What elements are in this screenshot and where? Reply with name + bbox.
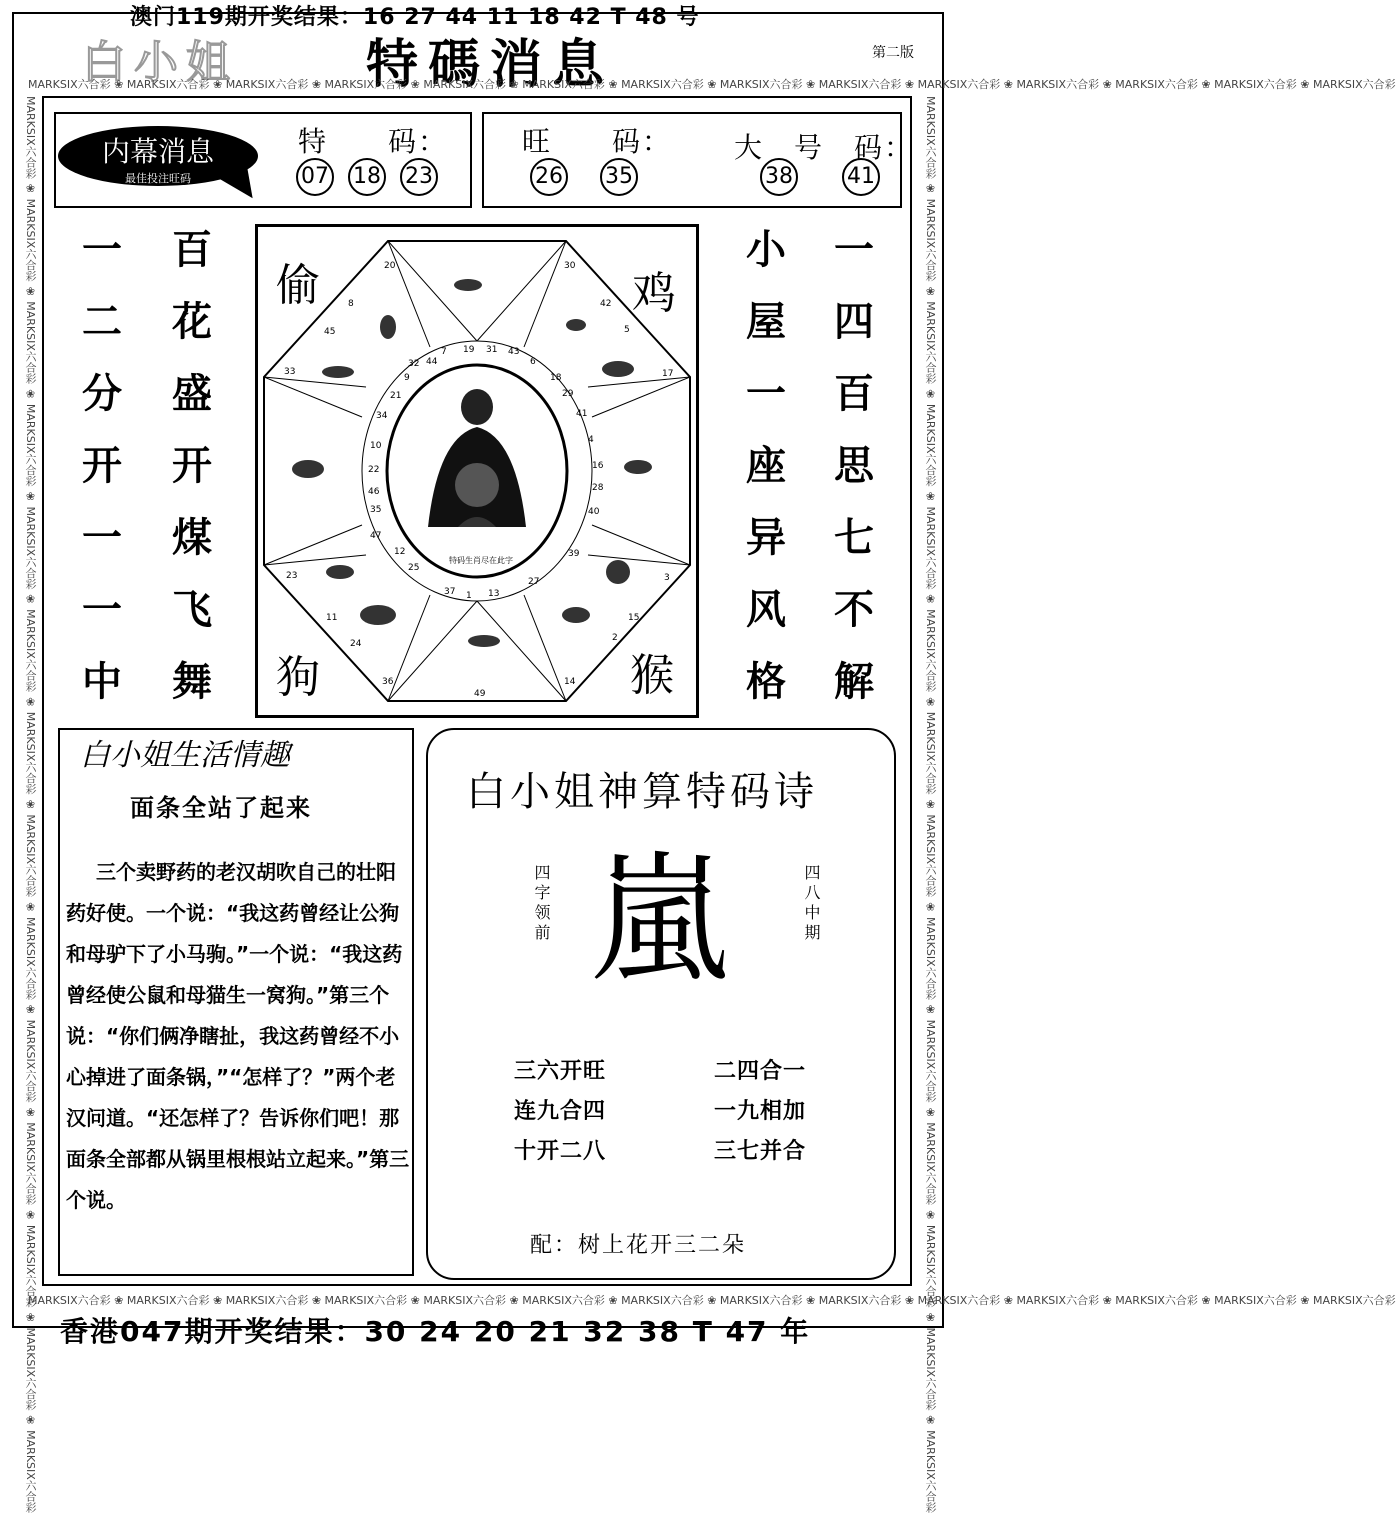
ring-number: 35 [370, 505, 382, 515]
sector-number: 30 [564, 261, 576, 271]
sector-number: 5 [624, 325, 630, 335]
poem-left-lines [514, 1052, 606, 1172]
ring-number: 6 [530, 357, 536, 367]
ring-number: 47 [370, 531, 382, 541]
zodiac-wheel [255, 224, 699, 718]
strip-text: MARKSIX六合彩 ❀ MARKSIX六合彩 ❀ MARKSIX六合彩 ❀ MARKSIX六合彩 ❀ MARKSIX六合彩 ❀ MARKSIX六合彩 ❀ MARKSIX六合彩 ❀ MARKSIX六合彩 ❀ MARKSIX六合彩 ❀ MARKSIX六合彩 ❀ MARKSIX六合彩 ❀ MARKSIX六合彩 ❀ MARKSIX六合彩 ❀ MARKSIX六合彩 [24, 96, 37, 1513]
verse-char: 开 [172, 443, 212, 489]
ring-number: 12 [394, 547, 406, 557]
ring-number: 21 [390, 391, 402, 401]
special-number-ball: 07 [296, 158, 334, 196]
sage-figure-icon [428, 389, 526, 527]
ring-number: 29 [562, 389, 574, 399]
sector-number: 14 [564, 677, 576, 687]
poem-line: 二四合一 [714, 1059, 807, 1084]
ring-number: 41 [576, 409, 588, 419]
verse-char: 分 [82, 371, 122, 417]
ring-number: 10 [370, 441, 382, 451]
ring-number: 32 [408, 359, 420, 369]
verse-char: 七 [834, 515, 874, 561]
big-number-label: 大 号 码： [734, 131, 915, 164]
sector-number: 45 [324, 327, 336, 337]
ring-number: 19 [463, 345, 475, 355]
sector-number: 33 [284, 367, 296, 377]
verse-char: 百 [834, 371, 874, 417]
strip-text: MARKSIX六合彩 ❀ MARKSIX六合彩 ❀ MARKSIX六合彩 ❀ MARKSIX六合彩 ❀ MARKSIX六合彩 ❀ MARKSIX六合彩 ❀ MARKSIX六合彩 ❀ MARKSIX六合彩 ❀ MARKSIX六合彩 ❀ MARKSIX六合彩 ❀ MARKSIX六合彩 ❀ MARKSIX六合彩 ❀ MARKSIX六合彩 ❀ MARKSIX六合彩 [924, 96, 937, 1513]
bubble-tail [207, 165, 252, 205]
page-title: 特碼消息 [365, 34, 614, 95]
verse-char: 小 [746, 227, 786, 273]
left-verse-column-1 [72, 214, 132, 718]
poem-line: 十开二八 [514, 1139, 607, 1164]
poem-line: 连九合四 [514, 1099, 607, 1124]
wang-number-ball: 35 [600, 158, 638, 196]
ring-number: 22 [368, 465, 380, 475]
verse-char: 格 [746, 659, 786, 705]
sector-number: 15 [628, 613, 640, 623]
verse-char: 二 [82, 299, 122, 345]
big-number-ball: 41 [842, 158, 880, 196]
sector-number: 17 [662, 369, 674, 379]
sector-number: 8 [348, 299, 354, 309]
poem-line: 三六开旺 [514, 1059, 607, 1084]
verse-char: 一 [82, 515, 122, 561]
ring-number: 43 [508, 347, 520, 357]
poem-right-note: 四八中期 [802, 864, 821, 944]
verse-char: 中 [82, 659, 122, 705]
poem-right-lines [714, 1052, 806, 1172]
special-label: 特 码： [298, 125, 449, 158]
big-number-ball: 38 [760, 158, 798, 196]
poem-heading: 白小姐神算特码诗 [466, 769, 818, 815]
poem-line: 三七并合 [714, 1139, 807, 1164]
verse-char: 思 [834, 443, 874, 489]
verse-char: 四 [834, 299, 874, 345]
left-brand-strip [18, 96, 38, 1513]
right-brand-strip [918, 96, 938, 1513]
life-heading: 白小姐生活情趣 [80, 738, 290, 773]
verse-char: 开 [82, 443, 122, 489]
verse-char: 不 [834, 587, 874, 633]
top-brand-strip [28, 76, 1396, 92]
ring-number: 7 [441, 347, 447, 357]
ring-number: 16 [592, 461, 604, 471]
ring-number: 37 [444, 587, 456, 597]
ring-number: 39 [568, 549, 580, 559]
corner-char-bottom-left: 狗 [276, 652, 320, 703]
sector-number: 23 [286, 571, 298, 581]
corner-char-top-right: 鸡 [632, 268, 676, 319]
brand-logo: 白小姐 [82, 37, 238, 88]
ring-number: 28 [592, 483, 604, 493]
left-verse-column-2 [162, 214, 222, 718]
sector-number: 3 [664, 573, 670, 583]
ring-number: 13 [488, 589, 500, 599]
story-paragraph: 三个卖野药的老汉胡吹自己的壮阳药好使。一个说：“我这药曾经让公狗和母驴下了小马驹。”一个说：“我这药曾经使公鼠和母猫生一窝狗。”第三个说：“你们俩净瞎扯，我这药曾经不小心掉进了面条锅，”“怎样了？”两个老汉问道。“还怎样了？告诉你们吧！那面条全部都从锅里根根站立起来。”第三个说。 [66, 860, 410, 1212]
verse-char: 座 [746, 443, 786, 489]
ring-number: 34 [376, 411, 388, 421]
edition-label: 第二版 [872, 45, 914, 61]
poem-big-char: 嵐 [590, 839, 731, 1002]
macau-result-line: 澳门119期开奖结果：16 27 44 11 18 42 T 48 号 [130, 5, 700, 30]
sector-number: 24 [350, 639, 362, 649]
ring-number: 40 [588, 507, 600, 517]
wang-label: 旺 码： [522, 125, 673, 158]
wheel-caption: 特码生肖尽在此字 [449, 556, 513, 565]
verse-char: 花 [172, 299, 212, 345]
verse-char: 异 [746, 515, 786, 561]
verse-char: 飞 [172, 587, 212, 633]
ring-number: 44 [426, 357, 438, 367]
bottom-brand-strip [28, 1292, 1396, 1308]
ring-number: 1 [466, 591, 472, 601]
poem-footer: 配：树上花开三二朵 [530, 1233, 747, 1258]
sector-number: 49 [474, 689, 486, 699]
wang-number-ball: 26 [530, 158, 568, 196]
verse-char: 一 [82, 227, 122, 273]
verse-char: 一 [82, 587, 122, 633]
ring-number: 27 [528, 577, 540, 587]
ring-number: 46 [368, 487, 380, 497]
right-verse-column-2 [824, 214, 884, 718]
special-number-ball: 18 [348, 158, 386, 196]
verse-char: 舞 [172, 659, 212, 705]
verse-char: 盛 [172, 371, 212, 417]
poem-line: 一九相加 [714, 1099, 807, 1124]
hongkong-result-line: 香港047期开奖结果：30 24 20 21 32 38 T 47 年 [60, 1315, 811, 1348]
corner-char-top-left: 偷 [276, 260, 320, 311]
special-number-ball: 23 [400, 158, 438, 196]
ring-number: 25 [408, 563, 420, 573]
verse-char: 屋 [746, 299, 786, 345]
verse-char: 风 [746, 587, 786, 633]
strip-text: MARKSIX六合彩 ❀ MARKSIX六合彩 ❀ MARKSIX六合彩 ❀ MARKSIX六合彩 ❀ MARKSIX六合彩 ❀ MARKSIX六合彩 ❀ MARKSIX六合彩 ❀ MARKSIX六合彩 ❀ MARKSIX六合彩 ❀ MARKSIX六合彩 ❀ MARKSIX六合彩 ❀ MARKSIX六合彩 ❀ MARKSIX六合彩 ❀ MARKSIX六合彩 [28, 78, 1396, 91]
ring-number: 9 [404, 373, 410, 383]
verse-char: 煤 [172, 515, 212, 561]
ring-number: 18 [550, 373, 562, 383]
sector-number: 2 [612, 633, 618, 643]
life-story-body [66, 852, 412, 1221]
verse-char: 解 [834, 659, 874, 705]
sector-number: 36 [382, 677, 394, 687]
sector-number: 42 [600, 299, 612, 309]
sector-number: 20 [384, 261, 396, 271]
verse-char: 一 [746, 371, 786, 417]
ring-number: 4 [588, 435, 594, 445]
corner-char-bottom-right: 猴 [630, 650, 674, 701]
right-verse-column-1 [736, 214, 796, 718]
strip-text: MARKSIX六合彩 ❀ MARKSIX六合彩 ❀ MARKSIX六合彩 ❀ MARKSIX六合彩 ❀ MARKSIX六合彩 ❀ MARKSIX六合彩 ❀ MARKSIX六合彩 ❀ MARKSIX六合彩 ❀ MARKSIX六合彩 ❀ MARKSIX六合彩 ❀ MARKSIX六合彩 ❀ MARKSIX六合彩 ❀ MARKSIX六合彩 ❀ MARKSIX六合彩 [28, 1294, 1396, 1307]
insider-title: 内幕消息 [101, 135, 214, 168]
ring-number: 31 [486, 345, 498, 355]
poem-left-note: 四字领前 [532, 864, 551, 944]
verse-char: 一 [834, 227, 874, 273]
insider-subtitle: 最佳投注旺码 [125, 172, 191, 185]
life-subheading: 面条全站了起来 [130, 794, 312, 822]
sector-number: 11 [326, 613, 338, 623]
verse-char: 百 [172, 227, 212, 273]
